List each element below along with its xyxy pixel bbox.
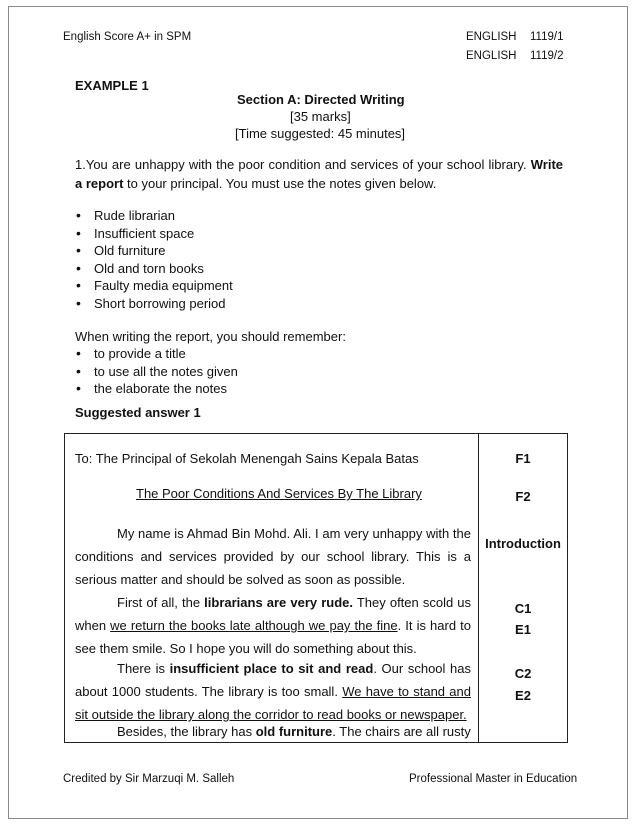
suggested-label: Suggested answer 1	[75, 405, 201, 420]
mark-introduction: Introduction	[485, 536, 561, 551]
answer-to-line: To: The Principal of Sekolah Menengah Sains Kepala Batas	[75, 451, 419, 466]
mark-e1: E1	[515, 622, 531, 637]
question-part-2: to your principal. You must use the notes given below.	[123, 176, 437, 191]
header-left: English Score A+ in SPM	[63, 31, 192, 43]
answer-title: The Poor Conditions And Services By The Library	[136, 486, 422, 501]
mark-f2: F2	[515, 489, 531, 504]
list-item: • Short borrowing period	[75, 295, 233, 313]
header-code-2: 1119/2	[530, 50, 564, 62]
footer-left: Credited by Sir Marzuqi M. Salleh	[63, 773, 235, 785]
p2-text-a: First of all, the	[117, 595, 205, 610]
remember-list	[75, 345, 238, 398]
p2-text-e: . It is hard to see them smile. So I hope you will do something about this.	[75, 618, 471, 656]
remember-intro: When writing the report, you should remember:	[75, 329, 346, 344]
p2-text-c: They often scold us when	[75, 595, 472, 633]
mark-c1: C1	[514, 601, 532, 616]
section-marks: [35 marks]	[290, 109, 351, 124]
list-item: • Old furniture	[75, 242, 233, 260]
mark-f1: F1	[515, 451, 531, 466]
p2-point: librarians are very rude.	[204, 595, 353, 610]
list-item: • the elaborate the notes	[75, 380, 238, 398]
p4-point: old furniture	[255, 724, 333, 739]
footer-right: Professional Master in Education	[409, 773, 578, 785]
p3-point: insufficient place to sit and read	[169, 661, 374, 676]
question-instruction: Write a report	[75, 157, 563, 191]
list-item: • Old and torn books	[75, 260, 233, 278]
answer-paragraph-2	[75, 591, 471, 660]
example-label: EXAMPLE 1	[75, 78, 149, 93]
list-item: • Faulty media equipment	[75, 277, 233, 295]
list-item: • Rude librarian	[75, 207, 233, 225]
list-item: • Insufficient space	[75, 225, 233, 243]
p3-text-c: . Our school has about 1000 students. The library is too small.	[75, 661, 472, 699]
p2-elaboration: we return the books late although we pay the fine	[110, 618, 398, 633]
mark-e2: E2	[515, 688, 531, 703]
p4-text-c: . The chairs are all rusty	[332, 724, 471, 739]
list-item: • to provide a title	[75, 345, 238, 363]
question-text	[75, 155, 563, 193]
p3-text-a: There is	[117, 661, 170, 676]
p3-elaboration: We have to stand and sit outside the library along the corridor to read books or newspaper.	[75, 684, 471, 722]
section-title: Section A: Directed Writing	[237, 92, 405, 107]
header-subject-2: ENGLISH	[466, 50, 517, 62]
answer-paragraph-3	[75, 657, 471, 726]
answer-paragraph-4	[75, 720, 471, 740]
answer-paragraph-1: My name is Ahmad Bin Mohd. Ali. I am very unhappy with the conditions and services provided by our school library. This is a serious matter and should be solved as soon as possible.	[75, 526, 471, 587]
p4-text-a: Besides, the library has	[117, 724, 256, 739]
header-code-1: 1119/1	[530, 31, 564, 43]
section-time: [Time suggested: 45 minutes]	[235, 126, 406, 141]
question-part-1: 1.You are unhappy with the poor condition and services of your school library.	[75, 157, 531, 172]
notes-list	[75, 207, 233, 312]
list-item: • to use all the notes given	[75, 363, 238, 381]
mark-c2: C2	[514, 666, 532, 681]
header-subject-1: ENGLISH	[466, 31, 517, 43]
